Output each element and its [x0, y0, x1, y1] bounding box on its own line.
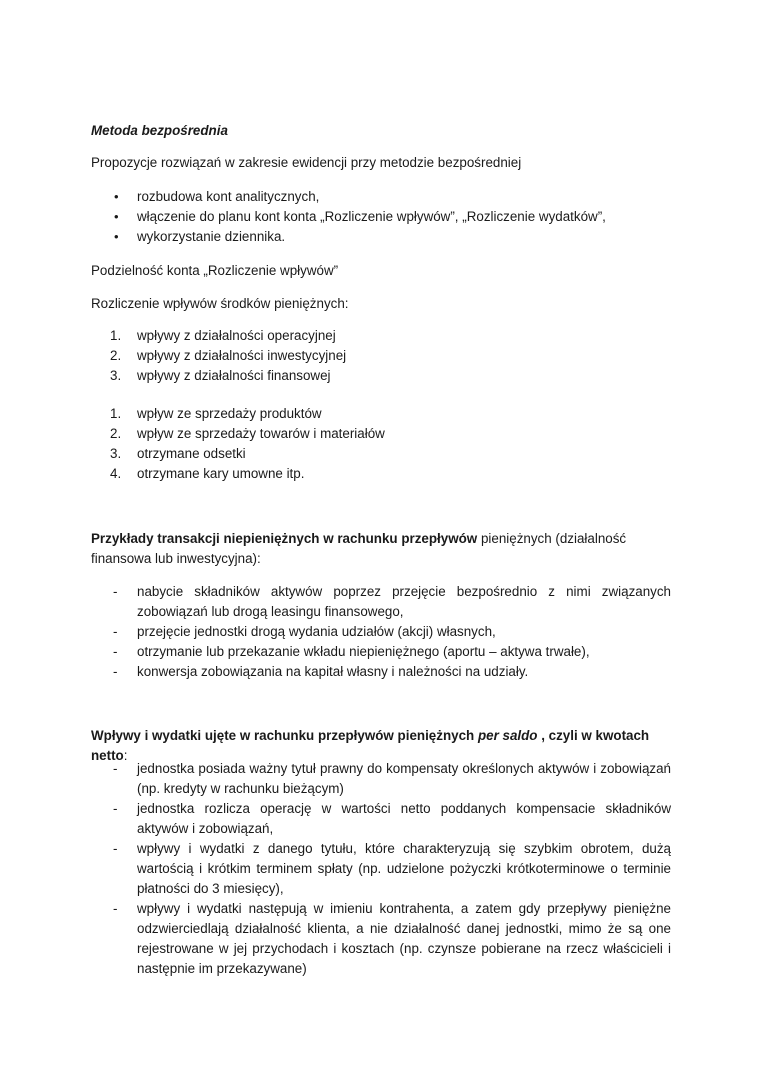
dash-icon: -: [113, 901, 118, 916]
dash-icon: -: [113, 841, 118, 856]
list-number: 3.: [110, 446, 122, 461]
dash-icon: -: [113, 624, 118, 639]
noncash-list: [91, 582, 671, 682]
dash-icon: -: [113, 761, 118, 776]
inflows-list: [91, 326, 671, 386]
list-number: 1.: [110, 406, 122, 421]
list-item: • rozbudowa kont analitycznych,: [91, 187, 671, 207]
list-item: • włączenie do planu kont konta „Rozliczenie wpływów”, „Rozliczenie wydatków”,: [91, 207, 671, 227]
list-item: - otrzymanie lub przekazanie wkładu niepieniężnego (aportu – aktywa trwałe),: [91, 642, 671, 662]
list-item: 2. wpływy z działalności inwestycyjnej: [91, 346, 671, 366]
list-item: 4. otrzymane kary umowne itp.: [91, 464, 671, 484]
list-item: 3. wpływy z działalności finansowej: [91, 366, 671, 386]
division-title: Podzielność konta „Rozliczenie wpływów”: [91, 263, 339, 278]
list-item: 3. otrzymane odsetki: [91, 444, 671, 464]
list-item: 1. wpływy z działalności operacyjnej: [91, 326, 671, 346]
intro-paragraph: Propozycje rozwiązań w zakresie ewidencji przy metodzie bezpośredniej: [91, 155, 522, 170]
list-item: 1. wpływ ze sprzedaży produktów: [91, 404, 671, 424]
operating-inflows-list: [91, 404, 671, 484]
list-item: - wpływy i wydatki z danego tytułu, które charakteryzują się szybkim obrotem, dużą wartością i krótkim terminem spłaty (np. udzielone pożyczki krótkoterminowe o terminie płatności do 3 miesięcy),: [113, 841, 671, 896]
dash-icon: -: [113, 801, 118, 816]
dash-icon: -: [113, 584, 118, 599]
list-item: • wykorzystanie dziennika.: [91, 227, 671, 247]
list-item: - przejęcie jednostki drogą wydania udziałów (akcji) własnych,: [91, 622, 671, 642]
bullet-icon: •: [114, 209, 119, 224]
list-number: 4.: [110, 466, 122, 481]
proposals-list: [91, 187, 671, 247]
list-number: 1.: [110, 328, 122, 343]
list-number: 2.: [110, 348, 122, 363]
net-list: [91, 759, 671, 979]
dash-icon: -: [113, 664, 118, 679]
list-item: - konwersja zobowiązania na kapitał własny i należności na udziały.: [91, 662, 671, 682]
net-heading: Wpływy i wydatki ujęte w rachunku przepływów pieniężnych per saldo , czyli w kwotach netto:: [91, 728, 650, 763]
list-number: 2.: [110, 426, 122, 441]
list-item: 2. wpływ ze sprzedaży towarów i materiałów: [91, 424, 671, 444]
list-item: - jednostka posiada ważny tytuł prawny do kompensaty określonych aktywów i zobowiązań (np. kredyty w rachunku bieżącym): [113, 761, 671, 796]
list-item: - jednostka rozlicza operację w wartości netto poddanych kompensacie składników aktywów i zobowiązań,: [113, 801, 671, 836]
settlement-title: Rozliczenie wpływów środków pieniężnych:: [91, 296, 349, 311]
list-item: - nabycie składników aktywów poprzez przejęcie bezpośrednio z nimi związanych zobowiązań lub drogą leasingu finansowego,: [113, 584, 671, 619]
noncash-heading: Przykłady transakcji niepieniężnych w rachunku przepływów pieniężnych (działalność finansowa lub inwestycyjna):: [91, 531, 627, 566]
section-heading: Metoda bezpośrednia: [91, 123, 228, 138]
list-item: - wpływy i wydatki następują w imieniu kontrahenta, a zatem gdy przepływy pieniężne odzwierciedlają działalność klienta, a nie działalność danej jednostki, mimo że są one rejestrowane w jej przychodach i kosztach (np. czynsze pobierane na rzecz właścicieli i następnie im przekazywane): [113, 901, 671, 976]
list-number: 3.: [110, 368, 122, 383]
dash-icon: -: [113, 644, 118, 659]
bullet-icon: •: [114, 189, 119, 204]
bullet-icon: •: [114, 229, 119, 244]
